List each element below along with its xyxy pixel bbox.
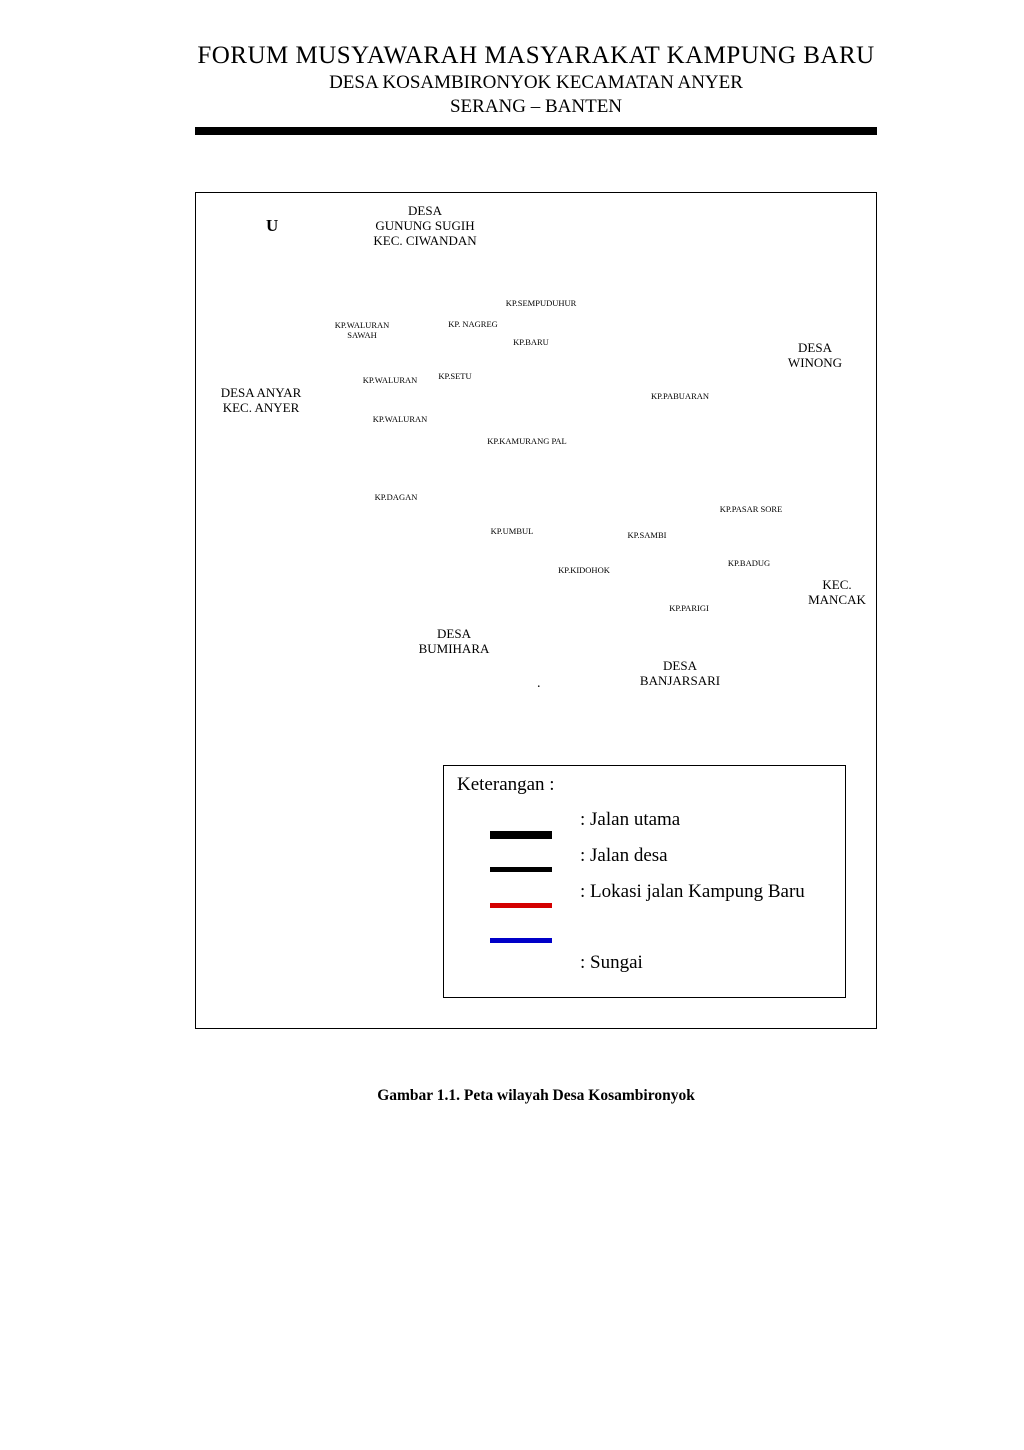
village-label: KP.PARIGI bbox=[669, 603, 709, 613]
village-label: KP.DAGAN bbox=[374, 492, 418, 502]
header-subtitle: DESA KOSAMBIRONYOK KECAMATAN ANYER bbox=[329, 72, 743, 93]
legend-title: Keterangan : bbox=[457, 774, 555, 795]
village-label: KP.WALURAN bbox=[372, 414, 428, 424]
legend-label-village-road: : Jalan desa bbox=[580, 845, 668, 866]
village-label: KP.PASAR SORE bbox=[719, 504, 783, 514]
village-label: KP.BARU bbox=[513, 337, 549, 347]
region-gunung-sugih: DESA GUNUNG SUGIH KEC. CIWANDAN bbox=[373, 203, 477, 248]
legend-swatch-main-road bbox=[490, 831, 552, 839]
region-mancak: KEC. MANCAK bbox=[808, 577, 866, 607]
figure-caption: Gambar 1.1. Peta wilayah Desa Kosambironyok bbox=[377, 1087, 695, 1104]
region-bumihara: DESA BUMIHARA bbox=[418, 626, 490, 656]
village-label: KP.PABUARAN bbox=[650, 391, 710, 401]
village-label: KP.SAMBI bbox=[627, 530, 667, 540]
legend-label-river: : Sungai bbox=[580, 952, 643, 973]
village-label: KP.BADUG bbox=[727, 558, 771, 568]
region-banjarsari: DESA BANJARSARI bbox=[639, 658, 721, 688]
village-label: KP.SEMPUDUHUR bbox=[505, 298, 577, 308]
header-rule bbox=[195, 127, 877, 135]
legend-swatch-river bbox=[490, 938, 552, 943]
north-label: U bbox=[266, 216, 279, 235]
village-label: KP.SETU bbox=[438, 371, 472, 381]
legend-label-main-road: : Jalan utama bbox=[580, 809, 681, 830]
village-label: KP.UMBUL bbox=[490, 526, 534, 536]
village-label: KP. NAGREG bbox=[448, 319, 498, 329]
legend-swatch-village-road bbox=[490, 867, 552, 872]
village-label: KP.WALURAN SAWAH bbox=[334, 320, 390, 340]
village-label: KP.KAMURANG PAL bbox=[487, 436, 567, 446]
region-winong: DESA WINONG bbox=[787, 340, 843, 370]
map-dot: . bbox=[537, 676, 541, 691]
map-legend bbox=[443, 765, 846, 998]
legend-swatch-kampung-baru-road bbox=[490, 903, 552, 908]
header-title: FORUM MUSYAWARAH MASYARAKAT KAMPUNG BARU bbox=[197, 42, 875, 69]
village-label: KP.KIDOHOK bbox=[558, 565, 610, 575]
village-label: KP.WALURAN bbox=[362, 375, 418, 385]
header-location: SERANG – BANTEN bbox=[449, 96, 623, 117]
region-anyar: DESA ANYAR KEC. ANYER bbox=[220, 385, 302, 415]
legend-label-kampung-baru-road: : Lokasi jalan Kampung Baru bbox=[580, 881, 805, 902]
